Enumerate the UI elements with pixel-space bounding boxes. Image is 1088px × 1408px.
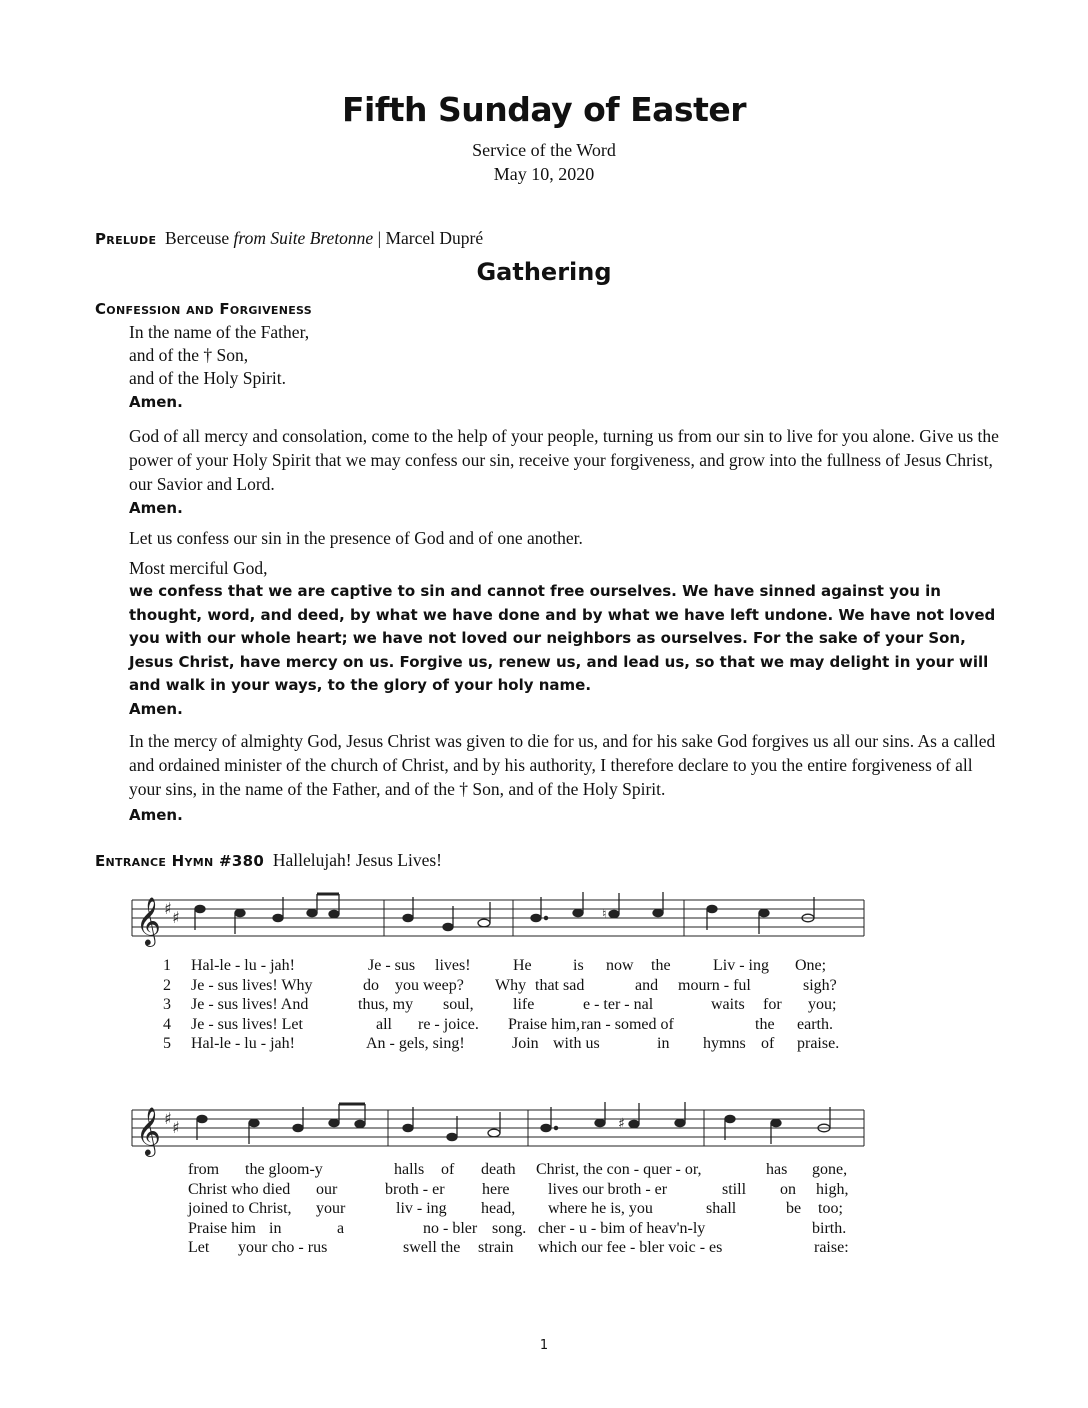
prelude-label: Prelude: [95, 230, 157, 248]
lyric-syllable: Je - sus lives! Let: [191, 1015, 303, 1033]
prelude-line: [95, 228, 483, 249]
lyric-syllable: birth.: [812, 1219, 847, 1237]
lyric-syllable: still: [722, 1180, 747, 1198]
lyric-syllable: re - joice.: [418, 1015, 479, 1033]
lyric-syllable: Praise him: [188, 1219, 256, 1237]
lyric-syllable: head,: [481, 1200, 516, 1218]
hymn-verses-system-2: [188, 1160, 868, 1258]
lyric-syllable: soul,: [443, 996, 474, 1014]
lyric-syllable: the: [651, 957, 671, 974]
lyric-syllable: sigh?: [803, 976, 837, 994]
lyric-syllable: has: [766, 1161, 788, 1178]
lyric-syllable: He: [513, 957, 532, 974]
lyric-syllable: Je - sus lives! Why: [191, 976, 313, 994]
lyric-syllable: too;: [818, 1200, 843, 1218]
lyric-syllable: Join: [512, 1035, 539, 1053]
lyric-syllable: life: [513, 996, 535, 1014]
prelude-source: from Suite Bretonne: [233, 228, 374, 248]
lyric-syllable: praise.: [797, 1035, 840, 1053]
absolution-text: In the mercy of almighty God, Jesus Christ was given to die for us, and for his sake God forgives us all our sins. As a called and ordained minister of the church of Christ, and by his authority, I therefore declare to you the entire forgiveness of all your sins, in the name of the Father, and of the † Son, and of the Holy Spirit.: [129, 731, 996, 799]
verse-row: [188, 1160, 868, 1180]
lyric-syllable: Praise him,: [508, 1015, 580, 1033]
lyric-syllable: 2: [163, 976, 171, 994]
verse-row: [188, 1180, 868, 1200]
hymn-label: Entrance Hymn #380: [95, 852, 265, 870]
verse-row: [163, 976, 863, 996]
lyric-syllable: your: [316, 1200, 346, 1218]
lyric-syllable: Christ, the con - quer - or,: [536, 1161, 702, 1178]
confession-address: Most merciful God,: [129, 558, 268, 578]
lyric-syllable: swell the: [403, 1239, 461, 1257]
invitation-to-confession: Let us confess our sin in the presence of God and of one another.: [129, 528, 583, 548]
lyric-syllable: you weep?: [395, 976, 464, 994]
lyric-syllable: Hal-le - lu - jah!: [191, 957, 295, 974]
lyric-syllable: thus, my: [358, 996, 414, 1014]
lyric-syllable: liv - ing: [396, 1200, 447, 1218]
verse-row: [163, 995, 863, 1015]
verse-row: [163, 956, 863, 976]
lyric-syllable: the: [755, 1015, 775, 1033]
notes: [195, 892, 814, 934]
verse-row: [188, 1219, 868, 1239]
confession-prayer-text: we confess that we are captive to sin and cannot free ourselves. We have sinned against you in thought, word, and deed, by what we have done and by what we have left undone. We have not loved you with our whole heart; we have not loved our neighbors as ourselves. For the sake of your Son, Jesus Christ, have mercy on us. Forgive us, renew us, and lead us, so that we may delight in your will and walk in your ways, to the glory of your holy name.: [129, 582, 996, 695]
lyric-syllable: halls: [394, 1161, 425, 1178]
service-date: May 10, 2020: [493, 164, 595, 184]
lyric-syllable: with us: [553, 1035, 600, 1053]
lyric-syllable: Why: [495, 976, 527, 994]
lyric-syllable: that sad: [535, 976, 585, 994]
lyric-syllable: is: [573, 957, 584, 974]
lyric-syllable: where he is, you: [548, 1200, 653, 1218]
sharp-icon: ♯: [172, 1118, 180, 1137]
section-heading-gathering: Gathering: [476, 258, 612, 286]
music-staff-system-1: [128, 888, 868, 948]
prelude-piece: Berceuse: [165, 228, 230, 248]
invocation: [129, 321, 309, 414]
lyric-syllable: Let: [188, 1239, 210, 1257]
lyric-syllable: all: [376, 1015, 392, 1033]
music-staff-system-2: [128, 1098, 868, 1158]
lyric-syllable: of: [441, 1161, 455, 1178]
hymn-heading: [95, 850, 442, 871]
lyric-syllable: here: [482, 1180, 510, 1198]
page-title: Fifth Sunday of Easter: [342, 90, 746, 129]
treble-clef-icon: 𝄞: [136, 1106, 161, 1155]
lyric-syllable: broth - er: [385, 1180, 445, 1198]
lyric-syllable: Je - sus: [368, 957, 416, 974]
lyric-syllable: of: [761, 1035, 775, 1053]
lyric-syllable: which our fee - bler voic - es: [538, 1239, 723, 1257]
lyric-syllable: the gloom-y: [245, 1161, 323, 1178]
lyric-syllable: One;: [795, 957, 827, 974]
lyric-syllable: on: [780, 1180, 796, 1198]
lyric-syllable: e - ter - nal: [583, 996, 654, 1014]
service-name: Service of the Word: [472, 140, 616, 160]
amen-response: Amen.: [129, 499, 183, 517]
verse-row: [163, 1015, 863, 1035]
sharp-accidental-icon: ♯: [618, 1116, 625, 1132]
lyric-syllable: waits: [711, 996, 745, 1014]
confession-label-line: [95, 298, 312, 319]
lyric-syllable: 3: [163, 996, 171, 1014]
invocation-line: In the name of the Father,: [129, 322, 310, 342]
lyric-syllable: Hal-le - lu - jah!: [191, 1035, 295, 1053]
lyric-syllable: from: [188, 1161, 220, 1178]
lyric-syllable: for: [763, 996, 782, 1014]
lyric-syllable: gone,: [812, 1161, 848, 1178]
lyric-syllable: 5: [163, 1035, 171, 1053]
lyric-syllable: our: [316, 1180, 338, 1198]
lyric-syllable: your cho - rus: [238, 1239, 328, 1257]
lyric-syllable: 1: [163, 957, 171, 974]
lyric-syllable: raise:: [814, 1239, 849, 1257]
prelude-composer: Marcel Dupré: [385, 228, 484, 248]
amen-response: Amen.: [129, 806, 183, 824]
confession-label: Confession and Forgiveness: [95, 300, 312, 318]
lyric-syllable: and: [635, 976, 659, 994]
sharp-icon: ♯: [164, 899, 172, 918]
hymn-title: Hallelujah! Jesus Lives!: [272, 850, 443, 870]
lyric-syllable: ran - somed of: [581, 1015, 674, 1033]
lyric-syllable: joined to Christ,: [188, 1200, 292, 1218]
lyric-syllable: do: [363, 976, 379, 994]
amen-response: Amen.: [129, 393, 183, 411]
notes: [197, 1102, 830, 1144]
lyric-syllable: Christ who died: [188, 1180, 291, 1198]
lyric-syllable: lives!: [435, 957, 471, 974]
lyric-syllable: lives our broth - er: [548, 1180, 668, 1198]
treble-clef-icon: 𝄞: [136, 896, 161, 945]
natural-icon: ♮: [602, 907, 607, 922]
confession-prayer: [129, 580, 1009, 722]
sharp-icon: ♯: [172, 908, 180, 927]
verse-row: [188, 1199, 868, 1219]
lyric-syllable: now: [606, 957, 634, 974]
verse-row: [163, 1034, 863, 1054]
absolution: [129, 729, 999, 827]
lyric-syllable: shall: [706, 1200, 737, 1218]
lyric-syllable: Liv - ing: [713, 957, 769, 974]
lyric-syllable: be: [786, 1200, 802, 1218]
lyric-syllable: 4: [163, 1015, 171, 1033]
lyric-syllable: An - gels, sing!: [366, 1035, 465, 1053]
lyric-syllable: you;: [808, 996, 837, 1014]
lyric-syllable: earth.: [797, 1015, 833, 1033]
invocation-line: and of the † Son,: [129, 345, 249, 365]
lyric-syllable: no - bler: [423, 1219, 478, 1237]
lyric-syllable: Je - sus lives! And: [191, 996, 309, 1014]
opening-prayer-text: God of all mercy and consolation, come to the help of your people, turning us from our sin to live for you alone. Give us the power of your Holy Spirit that we may confess our sin, receive your forgiveness, and grow into the fullness of Jesus Christ, our Savior and Lord.: [129, 426, 999, 494]
amen-response: Amen.: [129, 699, 183, 718]
lyric-syllable: in: [269, 1219, 282, 1237]
invocation-line: and of the Holy Spirit.: [129, 368, 286, 388]
lyric-syllable: strain: [478, 1239, 514, 1257]
lyric-syllable: hymns: [703, 1035, 746, 1053]
lyric-syllable: high,: [816, 1180, 849, 1198]
lyric-syllable: song.: [492, 1219, 527, 1237]
lyric-syllable: a: [337, 1219, 345, 1237]
prelude-separator: |: [377, 228, 382, 248]
lyric-syllable: mourn - ful: [678, 976, 751, 994]
opening-prayer: [129, 424, 999, 520]
page-number: 1: [539, 1338, 549, 1353]
lyric-syllable: death: [481, 1161, 516, 1178]
lyric-syllable: in: [657, 1035, 670, 1053]
sharp-icon: ♯: [164, 1109, 172, 1128]
hymn-verses-system-1: [163, 956, 863, 1054]
verse-row: [188, 1238, 868, 1258]
lyric-syllable: cher - u - bim of heav'n-ly: [538, 1219, 706, 1237]
